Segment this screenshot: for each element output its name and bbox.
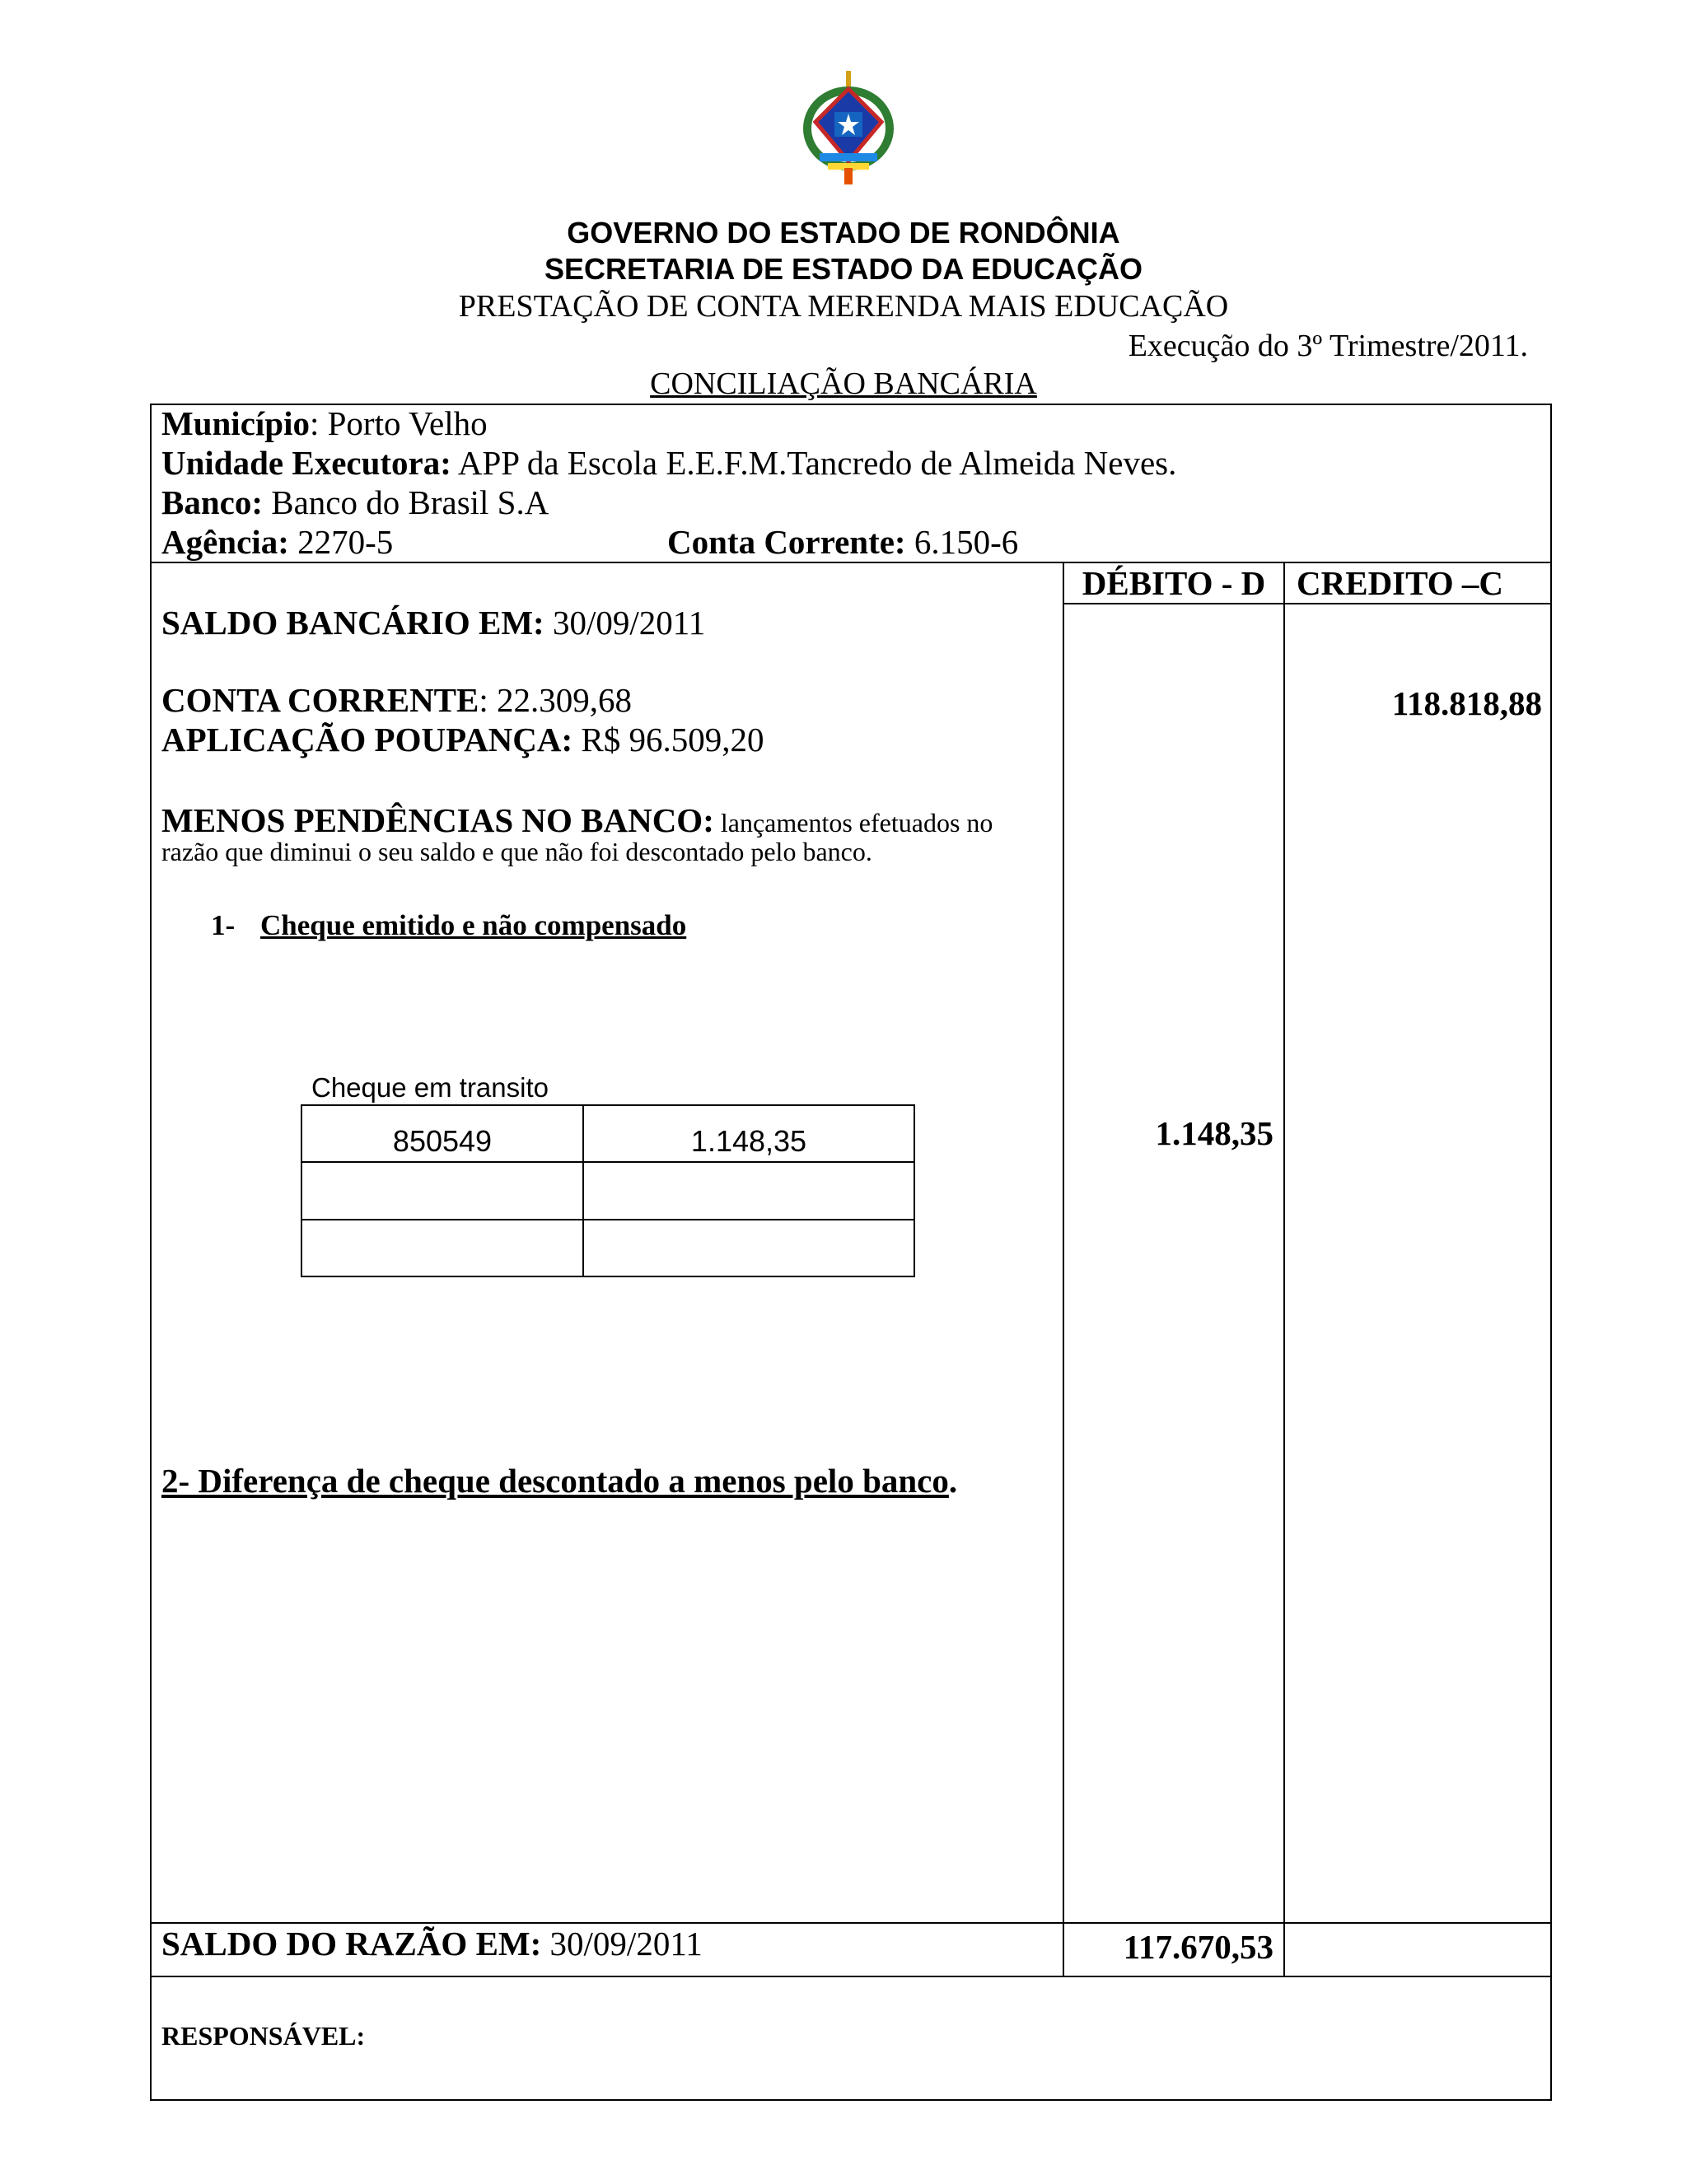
conta-label: Conta Corrente: [667, 523, 906, 561]
saldo-bancario-row [161, 603, 705, 642]
agencia-label: Agência: [161, 523, 289, 561]
debito-header: DÉBITO - D [1082, 564, 1266, 602]
item-1-number: 1- [211, 909, 236, 941]
saldo-razao-date: 30/09/2011 [541, 1925, 703, 1962]
unidade-row [161, 443, 1176, 483]
header-prestacao: PRESTAÇÃO DE CONTA MERENDA MAIS EDUCAÇÃO [458, 289, 1229, 324]
header-government: GOVERNO DO ESTADO DE RONDÔNIA [567, 216, 1120, 250]
banco-row [161, 483, 549, 522]
poupanca-label: APLICAÇÃO POUPANÇA: [161, 721, 573, 758]
saldo-bancario-label: SALDO BANCÁRIO EM: [161, 604, 544, 642]
credito-header: CREDITO –C [1297, 564, 1503, 602]
cheque-caption: Cheque em transito [311, 1072, 549, 1103]
conta-value: 6.150-6 [905, 523, 1019, 561]
conta-corrente-label: CONTA CORRENTE [161, 681, 479, 719]
municipio-row [161, 404, 488, 443]
header-secretaria: SECRETARIA DE ESTADO DA EDUCAÇÃO [544, 252, 1143, 286]
credito-total: 118.818,88 [1391, 684, 1542, 722]
pendencias-row [161, 800, 993, 840]
pendencias-text: lançamentos efetuados no [713, 808, 993, 838]
saldo-razao-row [161, 1924, 703, 1963]
coat-of-arms-icon [803, 71, 894, 186]
conta-corrente-row [161, 680, 632, 720]
responsavel-label: RESPONSÁVEL: [161, 2021, 366, 2051]
agencia-value: 2270-5 [288, 523, 394, 561]
municipio-label: Município [161, 404, 310, 442]
cheque-value: 1.148,35 [690, 1124, 807, 1158]
unidade-label: Unidade Executora: [161, 444, 451, 482]
poupanca-row [161, 720, 764, 759]
banco-label: Banco: [161, 483, 263, 521]
municipio-value: : Porto Velho [309, 404, 488, 442]
agencia-row [161, 522, 393, 562]
coat-of-arms [803, 71, 894, 186]
item-2-period: . [948, 1462, 958, 1500]
saldo-razao-label: SALDO DO RAZÃO EM: [161, 1925, 542, 1962]
conta-corrente-value: : 22.309,68 [479, 681, 633, 719]
cheque-number: 850549 [392, 1124, 493, 1158]
saldo-razao-value: 117.670,53 [1123, 1928, 1273, 1966]
item-1-title: Cheque emitido e não compensado [260, 909, 687, 941]
item-2-title [161, 1461, 957, 1500]
unidade-value: APP da Escola E.E.F.M.Tancredo de Almeida Neves. [451, 444, 1177, 482]
header-execucao: Execução do 3º Trimestre/2011. [1128, 329, 1528, 363]
page-title: CONCILIAÇÃO BANCÁRIA [650, 366, 1037, 401]
poupanca-value: R$ 96.509,20 [572, 721, 764, 758]
pendencias-text-2: razão que diminui o seu saldo e que não foi descontado pelo banco. [161, 837, 872, 866]
saldo-bancario-date: 30/09/2011 [544, 604, 706, 642]
debito-cheque-value: 1.148,35 [1155, 1114, 1273, 1152]
item-2-text: 2- Diferença de cheque descontado a menos pelo banco [161, 1462, 949, 1500]
banco-value: Banco do Brasil S.A [263, 483, 549, 521]
cheque-table [301, 1104, 915, 1277]
conta-row [667, 522, 1018, 562]
pendencias-label: MENOS PENDÊNCIAS NO BANCO: [161, 801, 714, 839]
